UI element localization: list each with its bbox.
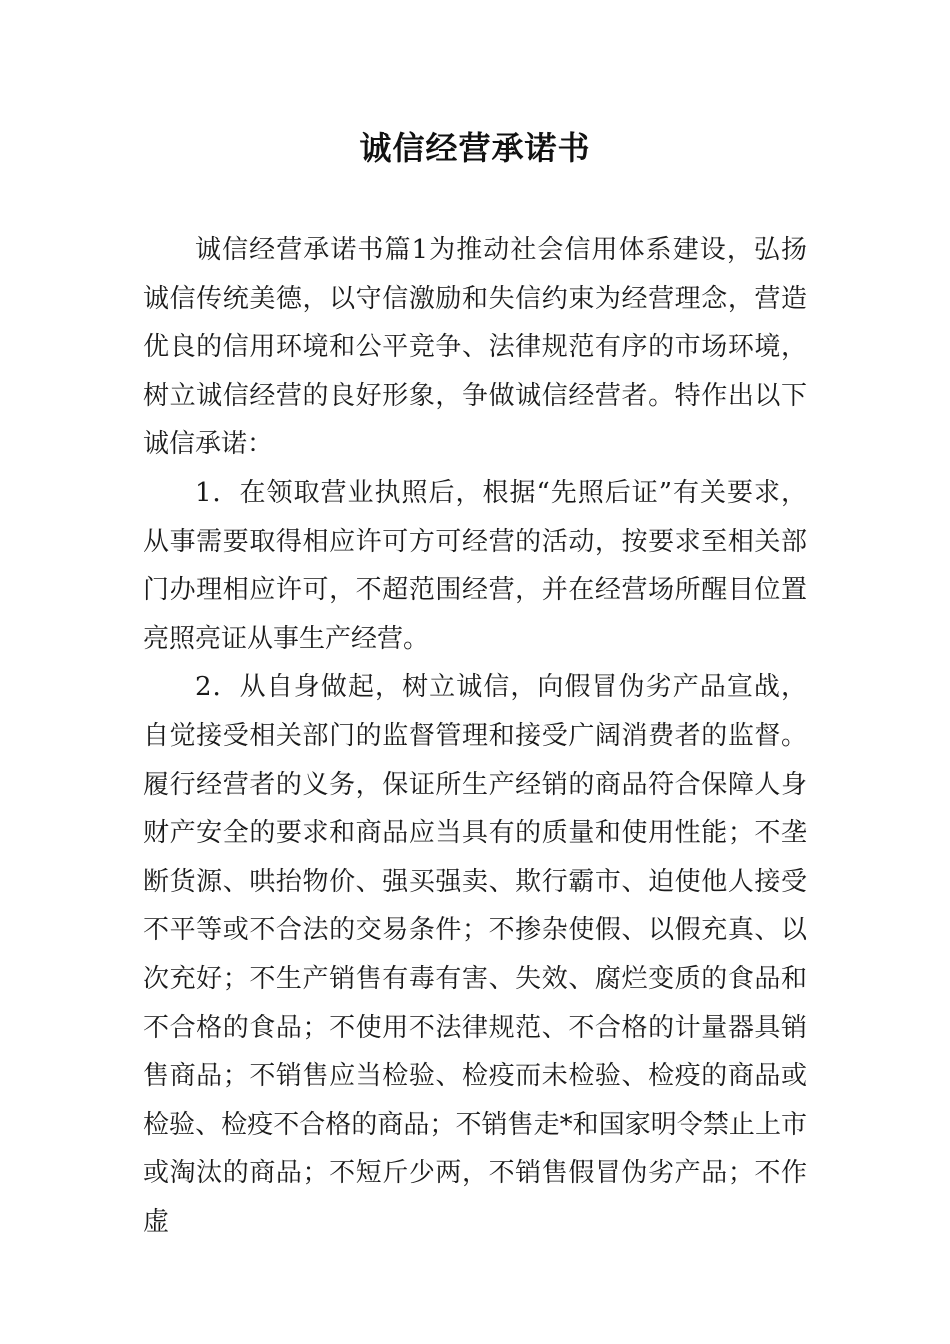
paragraph-item-1: 1．在领取营业执照后，根据“先照后证”有关要求，从事需要取得相应许可方可经营的活动，按要求至相关部门办理相应许可，不超范围经营，并在经营场所醒目位置亮照亮证从事生产经营。	[143, 477, 807, 654]
document-body	[143, 226, 807, 1246]
paragraph-intro: 诚信经营承诺书篇1为推动社会信用体系建设，弘扬诚信传统美德，以守信激励和失信约束为经营理念，营造优良的信用环境和公平竞争、法律规范有序的市场环境，树立诚信经营的良好形象，争做诚信经营者。特作出以下诚信承诺：	[143, 235, 807, 460]
document-title: 诚信经营承诺书	[359, 129, 591, 167]
paragraph-item-2: 2．从自身做起，树立诚信，向假冒伪劣产品宣战，自觉接受相关部门的监督管理和接受广阔消费者的监督。履行经营者的义务，保证所生产经销的商品符合保障人身财产安全的要求和商品应当具有的质量和使用性能；不垄断货源、哄抬物价、强买强卖、欺行霸市、迫使他人接受不平等或不合法的交易条件；不掺杂使假、以假充真、以次充好；不生产销售有毒有害、失效、腐烂变质的食品和不合格的食品；不使用不法律规范、不合格的计量器具销售商品；不销售应当检验、检疫而未检验、检疫的商品或检验、检疫不合格的商品；不销售走*和国家明令禁止上市或淘汰的商品；不短斤少两，不销售假冒伪劣产品；不作虚	[143, 672, 807, 1237]
